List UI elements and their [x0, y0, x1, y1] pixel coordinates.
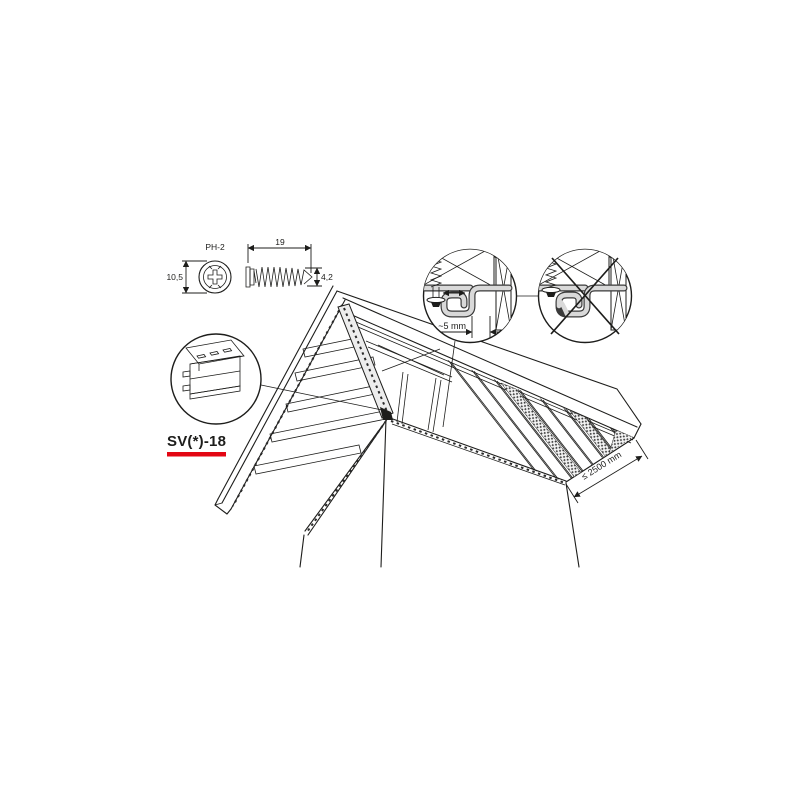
red-underline [167, 452, 226, 457]
profile-code-label: SV(*)-18 [167, 433, 227, 450]
screw-head-front-view [199, 261, 231, 293]
screw-spec-drawing [166, 237, 333, 293]
gap-label: ~5 mm [438, 321, 466, 331]
walls [300, 419, 579, 567]
screw-side-view [246, 267, 312, 287]
length-dimension [248, 237, 311, 273]
head-diameter-label: 10,5 [166, 272, 183, 282]
drive-type-label: PH-2 [205, 242, 225, 252]
detail-correct-fastening [420, 246, 517, 427]
thread-diameter-label: 4,2 [321, 272, 333, 282]
head-diameter-dimension [166, 261, 207, 293]
thread-diameter-dimension [305, 268, 333, 286]
length-label: 19 [275, 237, 285, 247]
detail-wrong-fastening [535, 246, 632, 343]
wall-trim-left [305, 418, 388, 535]
right-roof-overhang [337, 291, 704, 546]
panel-length-label: ≤ 2500 mm [579, 449, 624, 482]
